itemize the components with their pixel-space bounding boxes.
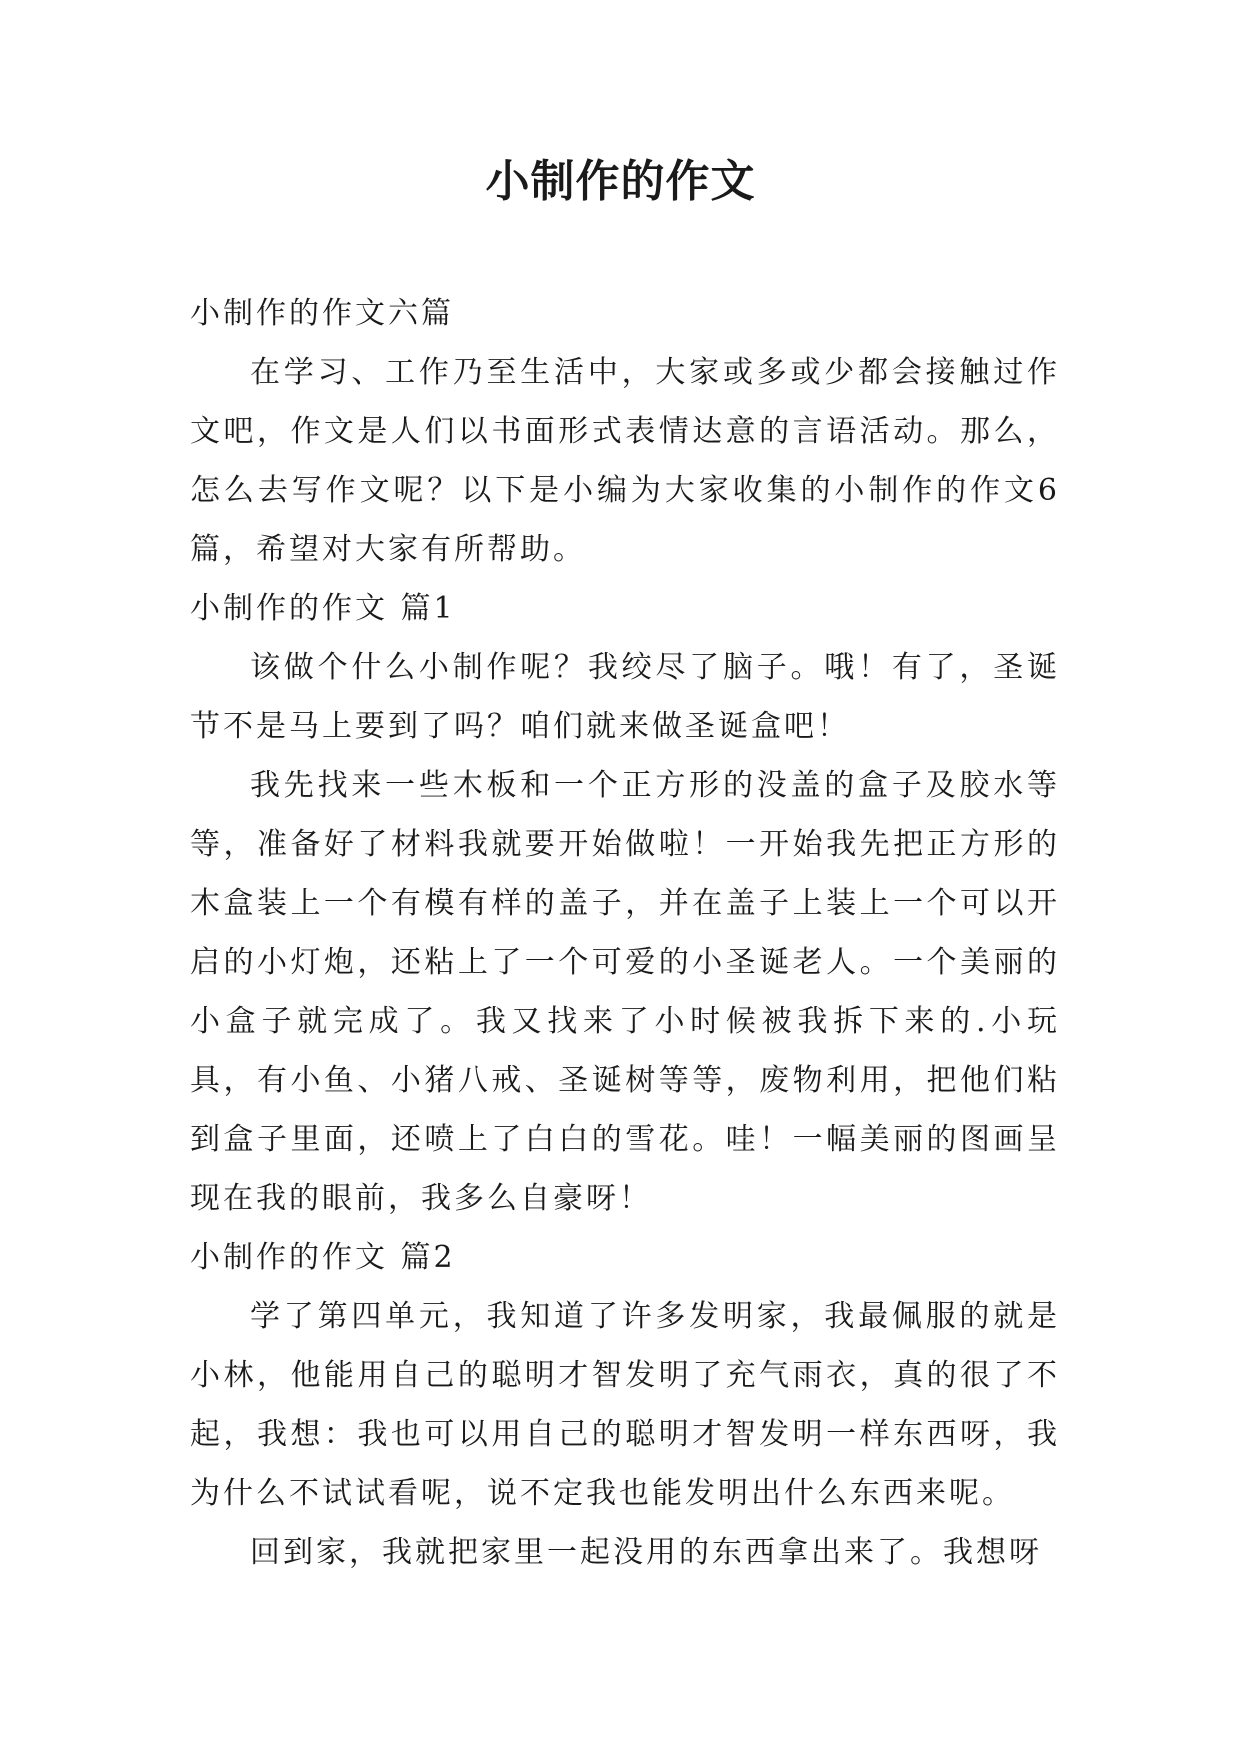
section-heading-1: 小制作的作文 篇1 <box>190 591 456 626</box>
section-2-paragraph-2: 回到家，我就把家里一起没用的东西拿出来了。我想呀 <box>250 1535 1042 1570</box>
section-1-paragraph-2: 我先找来一些木板和一个正方形的没盖的盒子及胶水等等，准备好了材料我就要开始做啦！一开始我先把正方形的木盒装上一个有模有样的盖子，并在盖子上装上一个可以开启的小灯炮，还粘上了一个可爱的小圣诞老人。一个美丽的小盒子就完成了。我又找来了小时候被我拆下来的.小玩具，有小鱼、小猪八戒、圣诞树等等，废物利用，把他们粘到盒子里面，还喷上了白白的雪花。哇！一幅美丽的图画呈现在我的眼前，我多么自豪呀！ <box>190 768 1060 1216</box>
document-body <box>190 284 1060 1582</box>
intro-paragraph: 在学习、工作乃至生活中，大家或多或少都会接触过作文吧，作文是人们以书面形式表情达意的言语活动。那么，怎么去写作文呢？以下是小编为大家收集的小制作的作文6篇，希望对大家有所帮助。 <box>190 355 1060 567</box>
section-1-paragraph-1: 该做个什么小制作呢？我绞尽了脑子。哦！有了，圣诞节不是马上要到了吗？咱们就来做圣诞盒吧！ <box>190 650 1060 744</box>
document-subtitle: 小制作的作文六篇 <box>190 296 454 331</box>
section-2-paragraph-1: 学了第四单元，我知道了许多发明家，我最佩服的就是小林，他能用自己的聪明才智发明了充气雨衣，真的很了不起，我想：我也可以用自己的聪明才智发明一样东西呀，我为什么不试试看呢，说不定我也能发明出什么东西来呢。 <box>190 1299 1060 1511</box>
document-title: 小制作的作文 <box>485 156 756 207</box>
section-heading-2: 小制作的作文 篇2 <box>190 1240 456 1275</box>
